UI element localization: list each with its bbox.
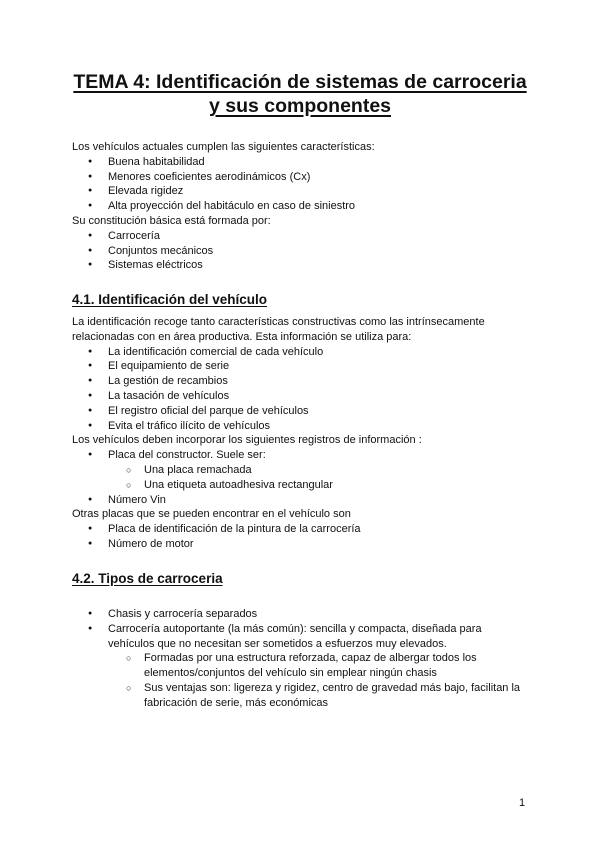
list-item: ● La gestión de recambios xyxy=(72,374,542,389)
page-title xyxy=(40,70,560,118)
page-number: 1 xyxy=(519,797,526,809)
list-item-line: Carrocería autoportante (la más común): sencilla y compacta, diseñada para xyxy=(108,622,482,635)
list-item: ● Sistemas eléctricos xyxy=(72,258,542,273)
section1-paragraph-3: Otras placas que se pueden encontrar en el vehículo son xyxy=(72,508,351,521)
body-types-list xyxy=(72,607,542,711)
sublist-item xyxy=(108,651,542,681)
section-4-2-body xyxy=(72,607,542,711)
intro-section xyxy=(72,140,542,273)
paragraph-line: La identificación recoge tanto características constructivas como las intrínsecamente xyxy=(72,316,485,328)
list-item: ● Evita el tráfico ilícito de vehículos xyxy=(72,419,542,434)
list-item: ● El registro oficial del parque de vehículos xyxy=(72,404,542,419)
list-item: ● El equipamiento de serie xyxy=(72,359,542,374)
list-item: ● La identificación comercial de cada vehículo xyxy=(72,345,542,360)
intro-paragraph-2: Su constitución básica está formada por: xyxy=(72,214,271,227)
title-line-1: TEMA 4: Identificación de sistemas de carroceria xyxy=(73,71,527,93)
list-item: ● Carrocería xyxy=(72,229,542,244)
list-item: ● Buena habitabilidad xyxy=(72,155,542,170)
section1-paragraph-1 xyxy=(72,315,542,345)
paragraph-line: relacionadas con en área productiva. Esta información se utiliza para: xyxy=(72,330,412,343)
sublist-item: ○ Una placa remachada xyxy=(108,463,542,478)
intro-paragraph-1: Los vehículos actuales cumplen las siguientes características: xyxy=(72,141,375,153)
section-heading-4-2: 4.2. Tipos de carroceria xyxy=(72,571,223,586)
list-item: ● Conjuntos mecánicos xyxy=(72,244,542,259)
list-item xyxy=(72,622,542,711)
list-item xyxy=(72,448,542,492)
characteristics-list xyxy=(72,155,542,214)
title-line-2: y sus componentes xyxy=(208,95,392,117)
list-item: ● Placa de identificación de la pintura de la carrocería xyxy=(72,522,542,537)
sublist-item-line: Sus ventajas son: ligereza y rigidez, centro de gravedad más bajo, facilitan la xyxy=(144,681,521,694)
sublist-item: ○ Una etiqueta autoadhesiva rectangular xyxy=(108,478,542,493)
list-item: ● La tasación de vehículos xyxy=(72,389,542,404)
registros-list xyxy=(72,448,542,507)
constitution-list xyxy=(72,229,542,273)
section1-paragraph-2: Los vehículos deben incorporar los siguientes registros de información : xyxy=(72,434,422,447)
sublist xyxy=(108,651,542,710)
list-item: ● Número Vin xyxy=(72,493,542,508)
sublist-item-line: fabricación de serie, más económicas xyxy=(144,696,329,709)
section-4-1-body xyxy=(72,315,542,552)
section-heading-4-1: 4.1. Identificación del vehículo xyxy=(72,292,268,307)
sublist-item-line: Formadas por una estructura reforzada, capaz de albergar todos los xyxy=(144,652,477,665)
list-item: ● Elevada rigidez xyxy=(72,184,542,199)
sublist xyxy=(108,463,542,493)
list-item: ● Menores coeficientes aerodinámicos (Cx) xyxy=(72,170,542,185)
list-item: ● Chasis y carrocería separados xyxy=(72,607,542,622)
uses-list xyxy=(72,345,542,434)
list-item-text: Placa del constructor. Suele ser: xyxy=(108,449,266,462)
sublist-item-line: elementos/conjuntos del vehículo sin emplear ningún chasis xyxy=(144,667,437,680)
list-item-line: vehículos que no necesitan ser sometidos a esfuerzos muy elevados. xyxy=(108,637,447,650)
list-item: ● Número de motor xyxy=(72,537,542,552)
list-item: ● Alta proyección del habitáculo en caso de siniestro xyxy=(72,199,542,214)
other-plates-list xyxy=(72,522,542,552)
sublist-item xyxy=(108,681,542,711)
